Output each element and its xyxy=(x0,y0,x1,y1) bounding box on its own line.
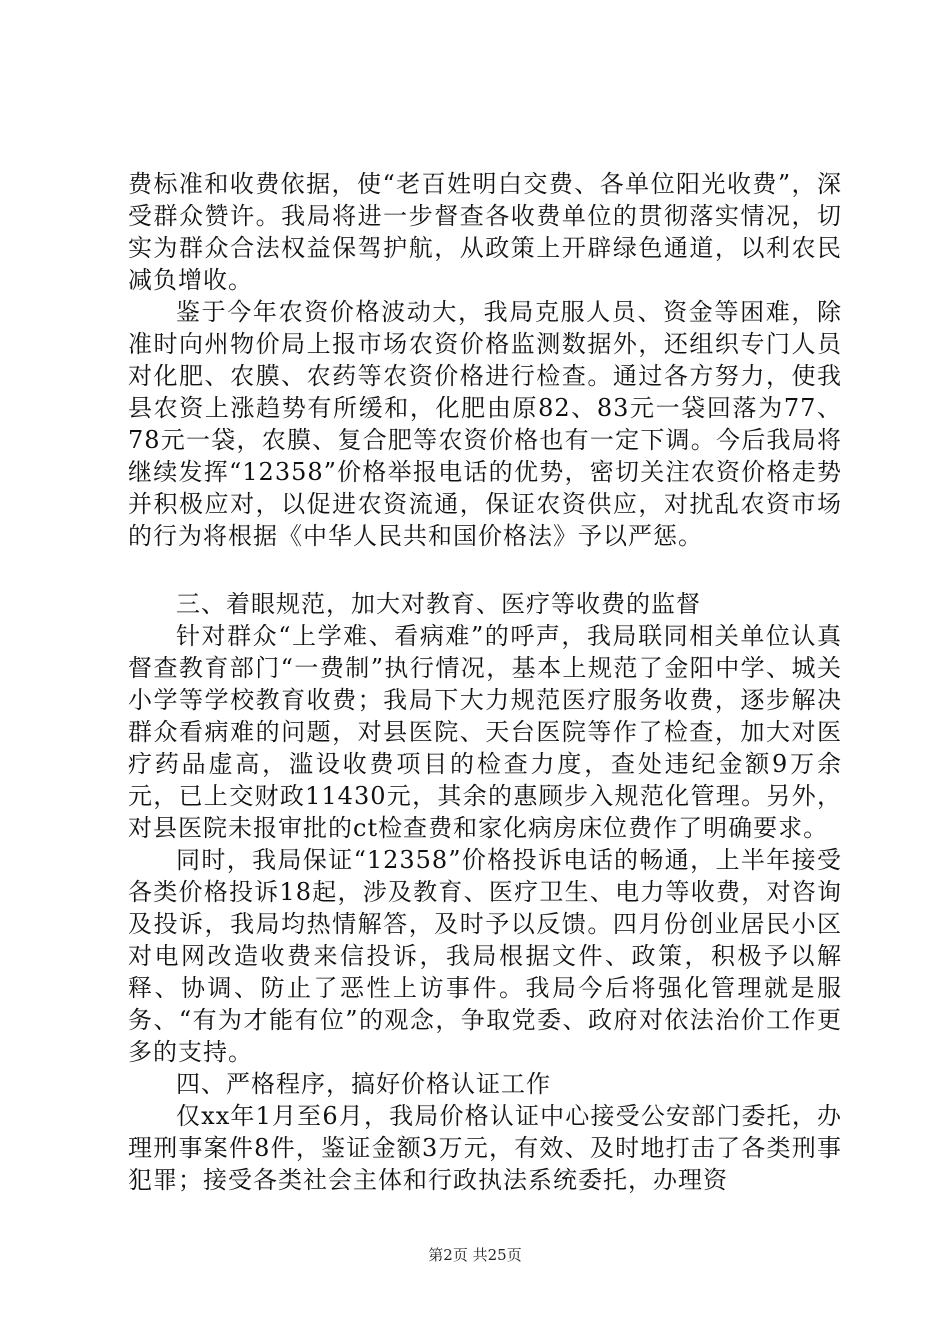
document-body xyxy=(128,168,842,1196)
section-heading-three: 三、着眼规范，加大对教育、医疗等收费的监督 xyxy=(176,590,701,618)
paragraph-continuation: 费标准和收费依据，使“老百姓明白交费、各单位阳光收费”，深受群众赞许。我局将进一步督查各收费单位的贯彻落实情况，切实为群众合法权益保驾护航，从政策上开辟绿色通道，以利农民减负增收。 xyxy=(128,170,842,294)
page-footer: 第2页 共25页 xyxy=(428,1246,522,1264)
section-heading-four: 四、严格程序，搞好价格认证工作 xyxy=(176,1070,551,1098)
paragraph-education-medical: 针对群众“上学难、看病难”的呼声，我局联同相关单位认真督查教育部门“一费制”执行情况，基本上规范了金阳中学、城关小学等学校教育收费；我局下大力规范医疗服务收费，逐步解决群众看病难的问题，对县医院、天台医院等作了检查，加大对医疗药品虚高，滥设收费项目的检查力度，查处违纪金额9万余元，已上交财政11430元，其余的惠顾步入规范化管理。另外，对县医院未报审批的ct检查费和家化病房床位费作了明确要求。 xyxy=(128,622,842,842)
paragraph-price-certification: 仅xx年1月至6月，我局价格认证中心接受公安部门委托，办理刑事案件8件，鉴证金额3万元，有效、及时地打击了各类刑事犯罪；接受各类社会主体和行政执法系统委托，办理资 xyxy=(128,1102,842,1194)
paragraph-agri-prices: 鉴于今年农资价格波动大，我局克服人员、资金等困难，除准时向州物价局上报市场农资价格监测数据外，还组织专门人员对化肥、农膜、农药等农资价格进行检查。通过各方努力，使我县农资上涨趋势有所缓和，化肥由原82、83元一袋回落为77、78元一袋，农膜、复合肥等农资价格也有一定下调。今后我局将继续发挥“12358”价格举报电话的优势，密切关注农资价格走势并积极应对，以促进农资流通，保证农资供应，对扰乱农资市场的行为将根据《中华人民共和国价格法》予以严惩。 xyxy=(128,298,842,550)
paragraph-complaint-hotline: 同时，我局保证“12358”价格投诉电话的畅通，上半年接受各类价格投诉18起，涉及教育、医疗卫生、电力等收费，对咨询及投诉，我局均热情解答，及时予以反馈。四月份创业居民小区对电网改造收费来信投诉，我局根据文件、政策，积极予以解释、协调、防止了恶性上访事件。我局今后将强化管理就是服务、“有为才能有位”的观念，争取党委、政府对依法治价工作更多的支持。 xyxy=(128,846,842,1066)
section-spacer xyxy=(128,552,842,588)
